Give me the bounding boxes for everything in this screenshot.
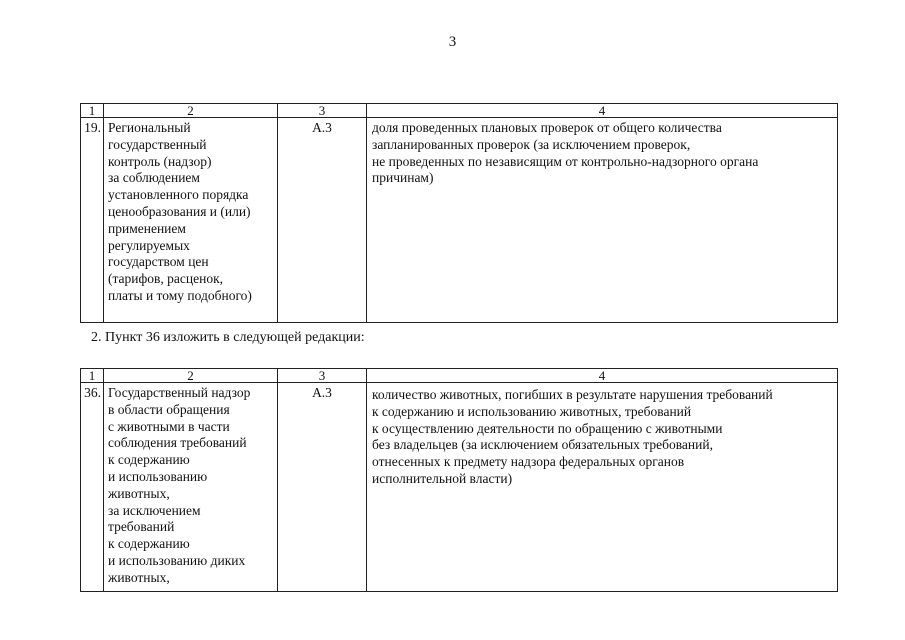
indicator-table-19: [80, 103, 838, 323]
indicator-description: доля проведенных плановых проверок от общего количества запланированных проверок (за исключением проверок, не проведенных по независящим от контрольно-надзорного органа причинам): [367, 118, 838, 323]
column-header-1: 1: [81, 369, 104, 383]
column-header-2: 2: [104, 104, 278, 118]
column-header-3: 3: [278, 104, 367, 118]
table-header-row: [81, 104, 838, 118]
column-header-3: 3: [278, 369, 367, 383]
row-number: 19.: [81, 118, 104, 323]
table-header-row: [81, 369, 838, 383]
amendment-paragraph: 2. Пункт 36 изложить в следующей редакции:: [91, 330, 365, 345]
column-header-1: 1: [81, 104, 104, 118]
column-header-4: 4: [367, 369, 838, 383]
control-type-name: Государственный надзор в области обращения с животными в части соблюдения требований к содержанию и использованию животных, за исключением требований к содержанию и использованию диких животных,: [104, 383, 278, 592]
indicator-description: количество животных, погибших в результате нарушения требований к содержанию и использованию животных, требований к осуществлению деятельности по обращению с животными без владельцев (за исключением обязательных требований, отнесенных к предмету надзора федеральных органов исполнительной власти): [367, 383, 838, 592]
column-header-2: 2: [104, 369, 278, 383]
indicator-table-36: [80, 368, 838, 592]
column-header-4: 4: [367, 104, 838, 118]
page-number: 3: [448, 34, 457, 50]
indicator-code: А.3: [278, 118, 367, 323]
table-row: [81, 118, 838, 323]
indicator-code: А.3: [278, 383, 367, 592]
control-type-name: Региональный государственный контроль (надзор) за соблюдением установленного порядка ценообразования и (или) применением регулируемых государством цен (тарифов, расценок, платы и тому подобного): [104, 118, 278, 323]
table-row: [81, 383, 838, 592]
row-number: 36.: [81, 383, 104, 592]
